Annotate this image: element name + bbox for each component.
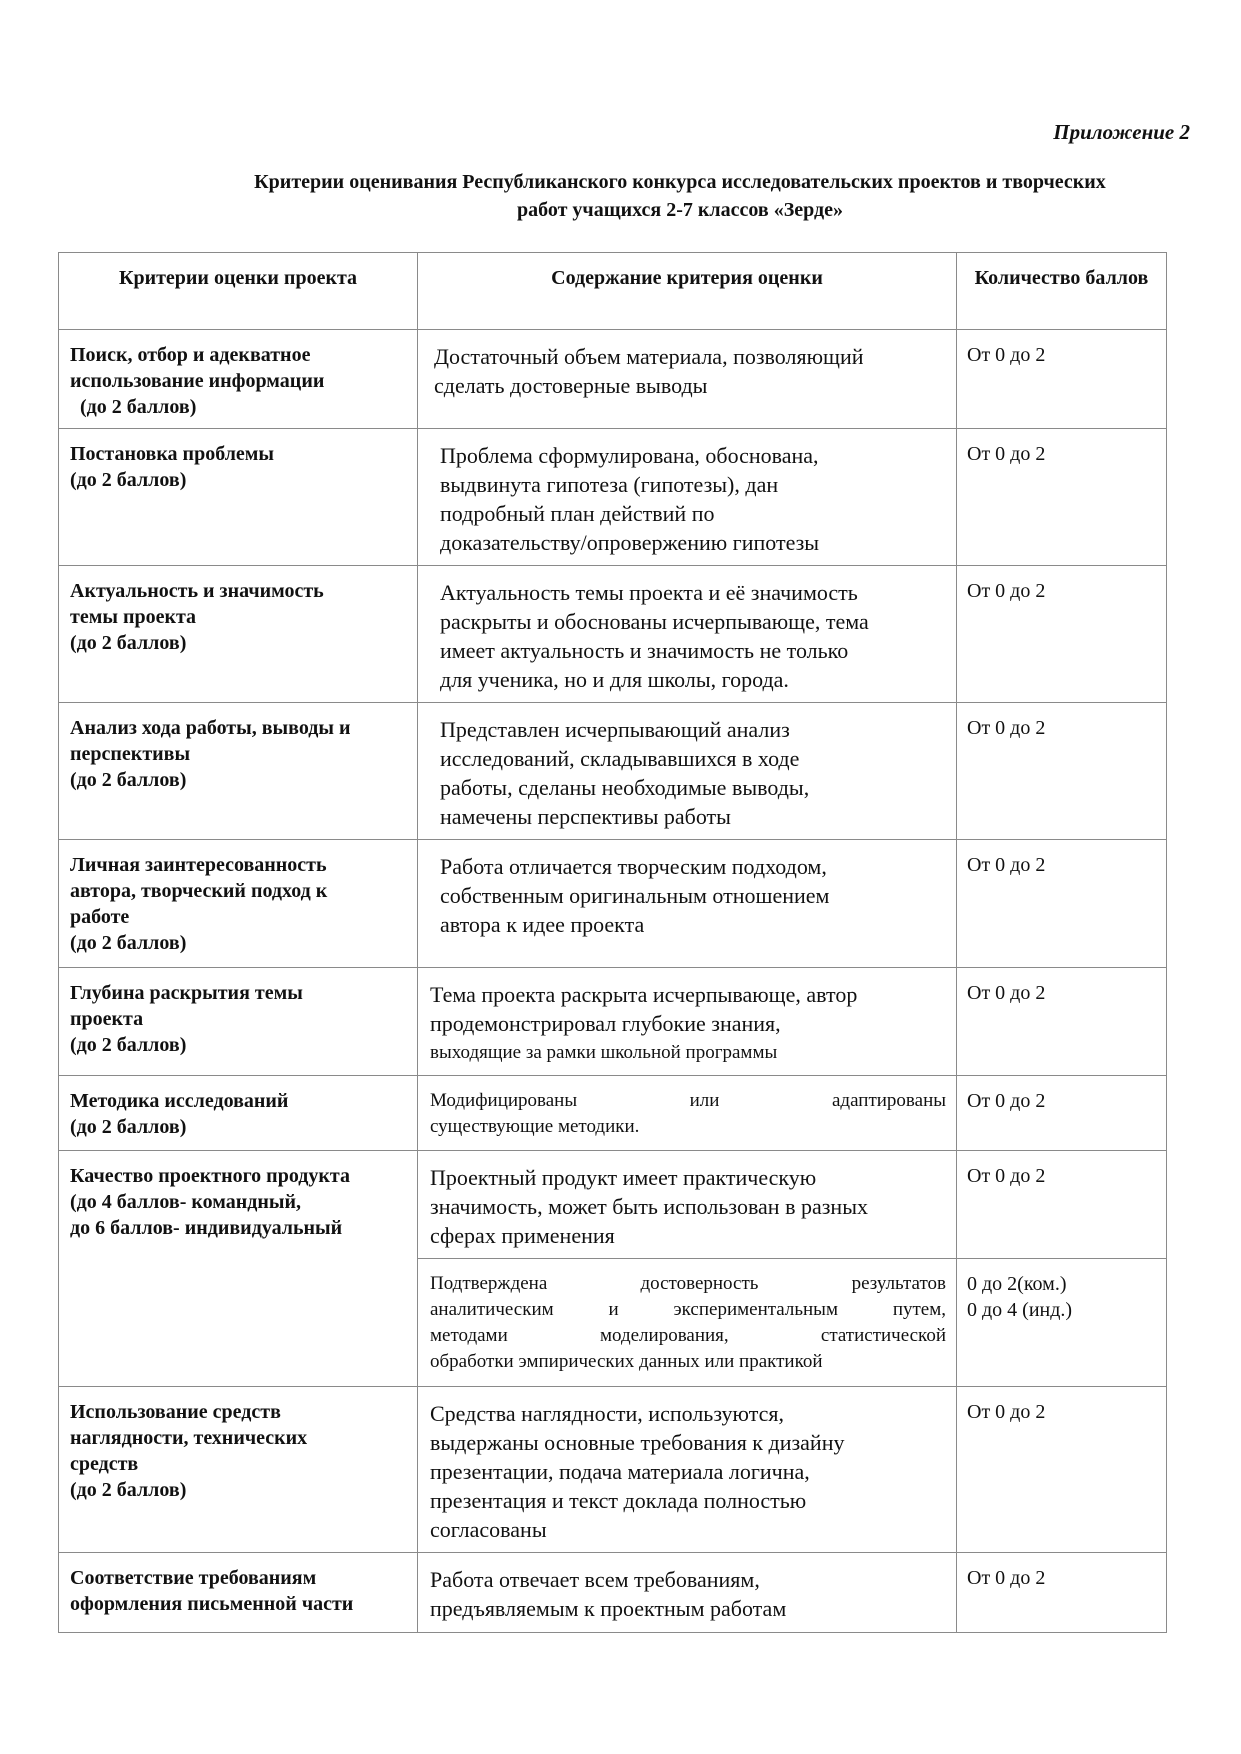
description-line: для ученика, но и для школы, города. [440,667,789,692]
score-cell [957,1076,1167,1151]
criterion-cell [59,840,418,968]
description-line: продемонстрировал глубокие знания, [430,1011,781,1036]
appendix-label: Приложение 2 [1053,120,1190,144]
description-line: предъявляемым к проектным работам [430,1596,787,1621]
criterion-line: Постановка проблемы [70,443,275,465]
table-row [59,330,1167,429]
criterion-line: (до 2 баллов) [70,932,187,954]
description-line: Модифицированы или адаптированы [430,1090,946,1111]
table-row [59,703,1167,840]
header-content: Содержание критерия оценки [418,253,957,330]
criterion-line: Анализ хода работы, выводы и [70,717,351,739]
description-line: значимость, может быть использован в разных [430,1194,868,1219]
table-row [59,566,1167,703]
description-line: работы, сделаны необходимые выводы, [440,775,810,800]
description-cell [418,1076,957,1151]
description-line: собственным оригинальным отношением [440,883,830,908]
description-line: Представлен исчерпывающий анализ [440,717,790,742]
description-cell [418,429,957,566]
score-cell [957,330,1167,429]
criterion-line: Актуальность и значимость [70,580,324,602]
description-line: сделать достоверные выводы [434,373,708,398]
description-line: намечены перспективы работы [440,804,731,829]
criterion-line: Методика исследований [70,1090,289,1112]
score-value: От 0 до 2 [967,982,1046,1004]
table-row [59,1151,1167,1259]
score-cell [957,429,1167,566]
criterion-line: проекта [70,1008,144,1030]
description-line: согласованы [430,1517,547,1542]
score-value: От 0 до 2 [967,443,1046,465]
criterion-line: использование информации [70,370,325,392]
criterion-line: до 6 баллов- индивидуальный [70,1217,343,1239]
criterion-cell [59,703,418,840]
description-cell [418,968,957,1076]
criterion-line: (до 2 баллов) [70,769,187,791]
description-line: исследований, складывавшихся в ходе [440,746,800,771]
description-cell [418,566,957,703]
criterion-line: Поиск, отбор и адекватное [70,344,311,366]
description-line: выходящие за рамки школьной программы [430,1042,778,1063]
score-value: От 0 до 2 [967,854,1046,876]
table-row [59,1387,1167,1553]
criterion-cell [59,429,418,566]
score-value: От 0 до 2 [967,1401,1046,1423]
criterion-cell [59,1076,418,1151]
table-row [59,429,1167,566]
criterion-line: (до 2 баллов) [70,1116,187,1138]
description-line: подробный план действий по [440,501,715,526]
criterion-cell [59,1387,418,1553]
table-header-row [59,253,1167,330]
description-cell [418,330,957,429]
description-line: Достаточный объем материала, позволяющий [434,344,864,369]
table-row [59,968,1167,1076]
score-cell [957,1387,1167,1553]
criterion-line: перспективы [70,743,191,765]
description-cell [418,840,957,968]
criterion-line: Соответствие требованиям [70,1567,317,1589]
table-row [59,1076,1167,1151]
description-cell [418,703,957,840]
description-line: Тема проекта раскрыта исчерпывающе, автор [430,982,858,1007]
description-line: Работа отвечает всем требованиям, [430,1567,760,1592]
score-value: От 0 до 2 [967,344,1046,366]
description-cell [418,1387,957,1553]
criterion-line: работе [70,906,130,928]
criterion-line: (до 2 баллов) [70,469,187,491]
criterion-line: средств [70,1453,139,1475]
description-line: Проектный продукт имеет практическую [430,1165,817,1190]
description-line: существующие методики. [430,1116,640,1137]
criteria-table [58,252,1167,1633]
table-row [59,1553,1167,1633]
header-points: Количество баллов [957,253,1167,330]
score-cell [957,1553,1167,1633]
score-value: 0 до 2(ком.) [967,1273,1067,1295]
document-title [180,168,1180,224]
criterion-line: (до 2 баллов) [70,1479,187,1501]
description-line: выдержаны основные требования к дизайну [430,1430,845,1455]
criterion-cell [59,566,418,703]
table-row [59,840,1167,968]
description-line: Средства наглядности, используются, [430,1401,784,1426]
criterion-line: наглядности, технических [70,1427,308,1449]
description-line: методами моделирования, статистической [430,1325,946,1346]
criterion-cell [59,330,418,429]
description-line: Подтверждена достоверность результатов [430,1273,946,1294]
description-cell [418,1259,957,1387]
description-cell [418,1151,957,1259]
score-value: От 0 до 2 [967,1165,1046,1187]
score-value: От 0 до 2 [967,1567,1046,1589]
criterion-cell [59,1151,418,1387]
description-line: раскрыты и обоснованы исчерпывающе, тема [440,609,869,634]
criterion-line: Глубина раскрытия темы [70,982,303,1004]
title-line-2: работ учащихся 2-7 классов «Зерде» [517,199,843,221]
description-line: обработки эмпирических данных или практикой [430,1351,823,1372]
score-value: 0 до 4 (инд.) [967,1299,1073,1321]
score-cell [957,566,1167,703]
description-line: аналитическим и экспериментальным путем, [430,1299,946,1320]
score-cell [957,1259,1167,1387]
criterion-line: Использование средств [70,1401,281,1423]
score-value: От 0 до 2 [967,580,1046,602]
description-line: презентации, подача материала логична, [430,1459,810,1484]
criterion-cell [59,968,418,1076]
score-cell [957,703,1167,840]
description-line: автора к идее проекта [440,912,645,937]
description-line: Актуальность темы проекта и её значимость [440,580,858,605]
description-line: Работа отличается творческим подходом, [440,854,827,879]
title-line-1: Критерии оценивания Республиканского конкурса исследовательских проектов и творческих [254,171,1106,193]
description-line: доказательству/опровержению гипотезы [440,530,820,555]
description-line: имеет актуальность и значимость не только [440,638,849,663]
criterion-line: (до 2 баллов) [70,632,187,654]
description-line: сферах применения [430,1223,615,1248]
description-cell [418,1553,957,1633]
criterion-line: Личная заинтересованность [70,854,327,876]
criterion-line: (до 4 баллов- командный, [70,1191,302,1213]
criterion-line: (до 2 баллов) [70,1034,187,1056]
criterion-line: Качество проектного продукта [70,1165,350,1187]
criterion-line: темы проекта [70,606,197,628]
criterion-line: (до 2 баллов) [80,396,197,418]
criterion-line: оформления письменной части [70,1593,354,1615]
score-cell [957,968,1167,1076]
score-cell [957,1151,1167,1259]
header-criteria: Критерии оценки проекта [59,253,418,330]
score-value: От 0 до 2 [967,717,1046,739]
criterion-line: автора, творческий подход к [70,880,328,902]
score-cell [957,840,1167,968]
criterion-cell [59,1553,418,1633]
score-value: От 0 до 2 [967,1090,1046,1112]
description-line: выдвинута гипотеза (гипотезы), дан [440,472,779,497]
description-line: Проблема сформулирована, обоснована, [440,443,819,468]
description-line: презентация и текст доклада полностью [430,1488,807,1513]
